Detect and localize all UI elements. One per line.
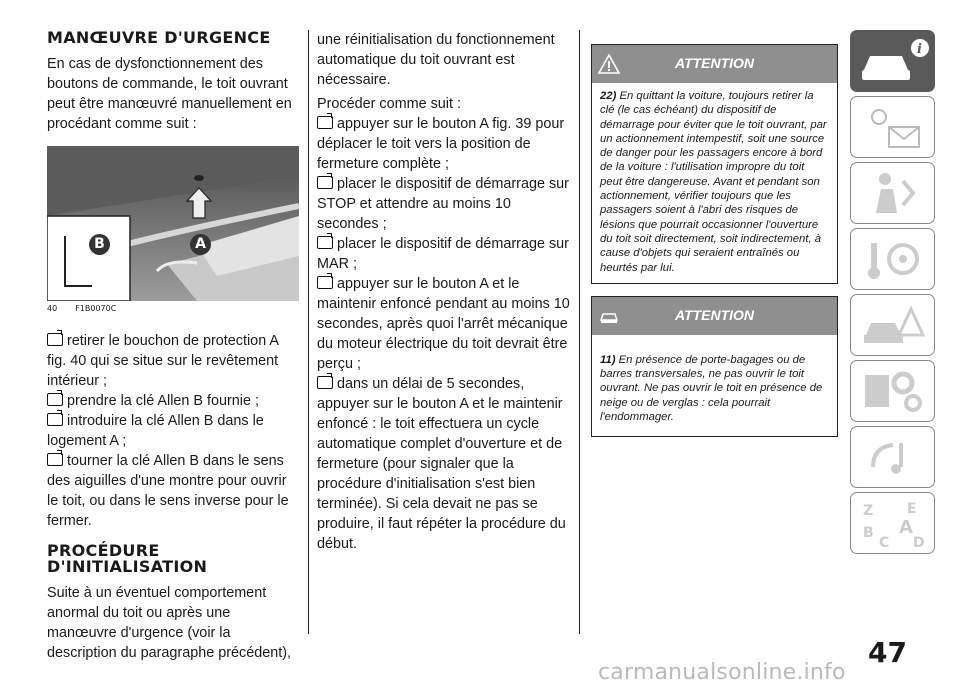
figure-40-image [47, 146, 299, 301]
watermark: carmanualsonline.info [598, 660, 846, 685]
bullet-icon [47, 413, 63, 426]
maintenance-gears-icon [851, 361, 934, 421]
list-item: appuyer sur le bouton A fig. 39 pour déplacer le toit vers la position de fermeture complète ; [317, 116, 565, 172]
intro-paragraph: En cas de dysfonctionnement des boutons de commande, le toit ouvrant peut être manœuvré manuellement en procédant comme suit : [47, 56, 292, 132]
warning-text: 22) En quittant la voiture, toujours retirer la clé (le cas échéant) du dispositif de démarrage pour éviter que le toit ouvrant, par un actionnement intempestif, soit une source de danger pour les passagers encore à bord de la voiture : l'utilisation impropre du toit peut être dangereuse. Avant et pendant son actionnement, vérifier toujours que les passagers soient à l'abri des risques de lésions que pourrait occasionner l'ouverture du toit soit directement, soit indirectement, à cause d'objets qui seraient entraînés ou heurtés par lui. [600, 90, 827, 274]
tab-index[interactable] [850, 492, 935, 554]
note-number: 22) [600, 90, 617, 102]
bullet-icon [317, 236, 333, 249]
right-column [591, 30, 838, 449]
svg-text:i: i [917, 42, 922, 57]
warning-title: ATTENTION [674, 55, 755, 71]
bullet-icon [317, 376, 333, 389]
warning-header [592, 45, 837, 83]
safety-airbag-icon [851, 163, 934, 223]
left-column [47, 30, 299, 663]
bullet-icon [47, 333, 63, 346]
continued-paragraph: une réinitialisation du fonctionnement automatique du toit ouvrant est nécessaire. [317, 32, 555, 88]
warning-header [592, 297, 837, 335]
column-divider [308, 30, 309, 634]
index-letters-icon [851, 493, 934, 553]
tab-warning-lights[interactable] [850, 96, 935, 158]
tab-starting-driving[interactable] [850, 228, 935, 290]
tab-maintenance[interactable] [850, 360, 935, 422]
svg-text:A: A [899, 517, 913, 538]
steps-list-1 [47, 331, 299, 531]
list-item: introduire la clé Allen B dans le logement A ; [47, 413, 264, 449]
emergency-icon [851, 295, 934, 355]
key-steering-icon [851, 229, 934, 289]
multimedia-icon [851, 427, 934, 487]
warning-lights-icon [851, 97, 934, 157]
figure-number: 40 [47, 304, 58, 313]
sunroof-illustration [47, 146, 299, 301]
svg-text:B: B [863, 525, 874, 541]
note-number: 11) [600, 353, 616, 366]
list-item: prendre la clé Allen B fournie ; [47, 391, 299, 411]
figure-code: F1B0070C [75, 304, 117, 313]
list-item: placer le dispositif de démarrage sur MAR ; [317, 236, 569, 272]
warning-box-1 [591, 44, 838, 284]
list-item: tourner la clé Allen B dans le sens des aiguilles d'une montre pour ouvrir le toit, ou dans le sens inverse pour le fermer. [47, 453, 289, 529]
list-item: placer le dispositif de démarrage sur STOP et attendre au moins 10 secondes ; [317, 176, 569, 232]
warning-text: 11) En présence de porte-bagages ou de barres transversales, ne pas ouvrir le toit ouvrant. Ne pas ouvrir le toit en présence de neige ou de verglas : cela pourrait l'endommager. [600, 353, 823, 424]
callout-b: B [89, 234, 110, 255]
svg-text:Z: Z [863, 503, 874, 519]
svg-text:D: D [913, 535, 925, 551]
bullet-icon [317, 276, 333, 289]
bullet-icon [317, 176, 333, 189]
callout-a: A [190, 234, 211, 255]
procedure-label: Procéder comme suit : [317, 96, 461, 112]
chapter-tabs [850, 30, 935, 558]
bullet-icon [47, 393, 63, 406]
page-number: 47 [868, 636, 907, 669]
svg-text:E: E [907, 501, 917, 517]
section-heading-emergency: MANŒUVRE D'URGENCE [47, 28, 271, 47]
bullet-icon [47, 453, 63, 466]
tab-car-info[interactable] [850, 30, 935, 92]
column-divider [579, 30, 580, 634]
middle-column [317, 30, 571, 554]
list-item: retirer le bouchon de protection A fig. 40 qui se situe sur le revêtement intérieur ; [47, 333, 279, 389]
tab-emergency[interactable] [850, 294, 935, 356]
bullet-icon [317, 116, 333, 129]
tab-multimedia[interactable] [850, 426, 935, 488]
figure-caption [47, 304, 299, 313]
list-item: appuyer sur le bouton A et le maintenir enfoncé pendant au moins 10 secondes, après quoi l'arrêt mécanique du moteur électrique du toit devrait être perçu ; [317, 276, 570, 372]
initialisation-paragraph: Suite à un éventuel comportement anormal du toit ou après une manœuvre d'urgence (voir la description du paragraphe précédent), [47, 585, 292, 661]
warning-title: ATTENTION [674, 306, 755, 323]
section-heading-initialisation: PROCÉDURE D'INITIALISATION [47, 541, 208, 576]
svg-text:C: C [879, 535, 890, 551]
car-info-icon [850, 30, 935, 92]
tab-safety[interactable] [850, 162, 935, 224]
list-item: dans un délai de 5 secondes, appuyer sur le bouton A et le maintenir enfoncé : le toit effectuera un cycle automatique complet d'ouverture et de fermeture (pour signaler que la procédure d'initialisation s'est bien terminée). Si cela devait ne pas se produire, il faut répéter la procédure du début. [317, 376, 566, 552]
warning-box-2 [591, 296, 838, 437]
